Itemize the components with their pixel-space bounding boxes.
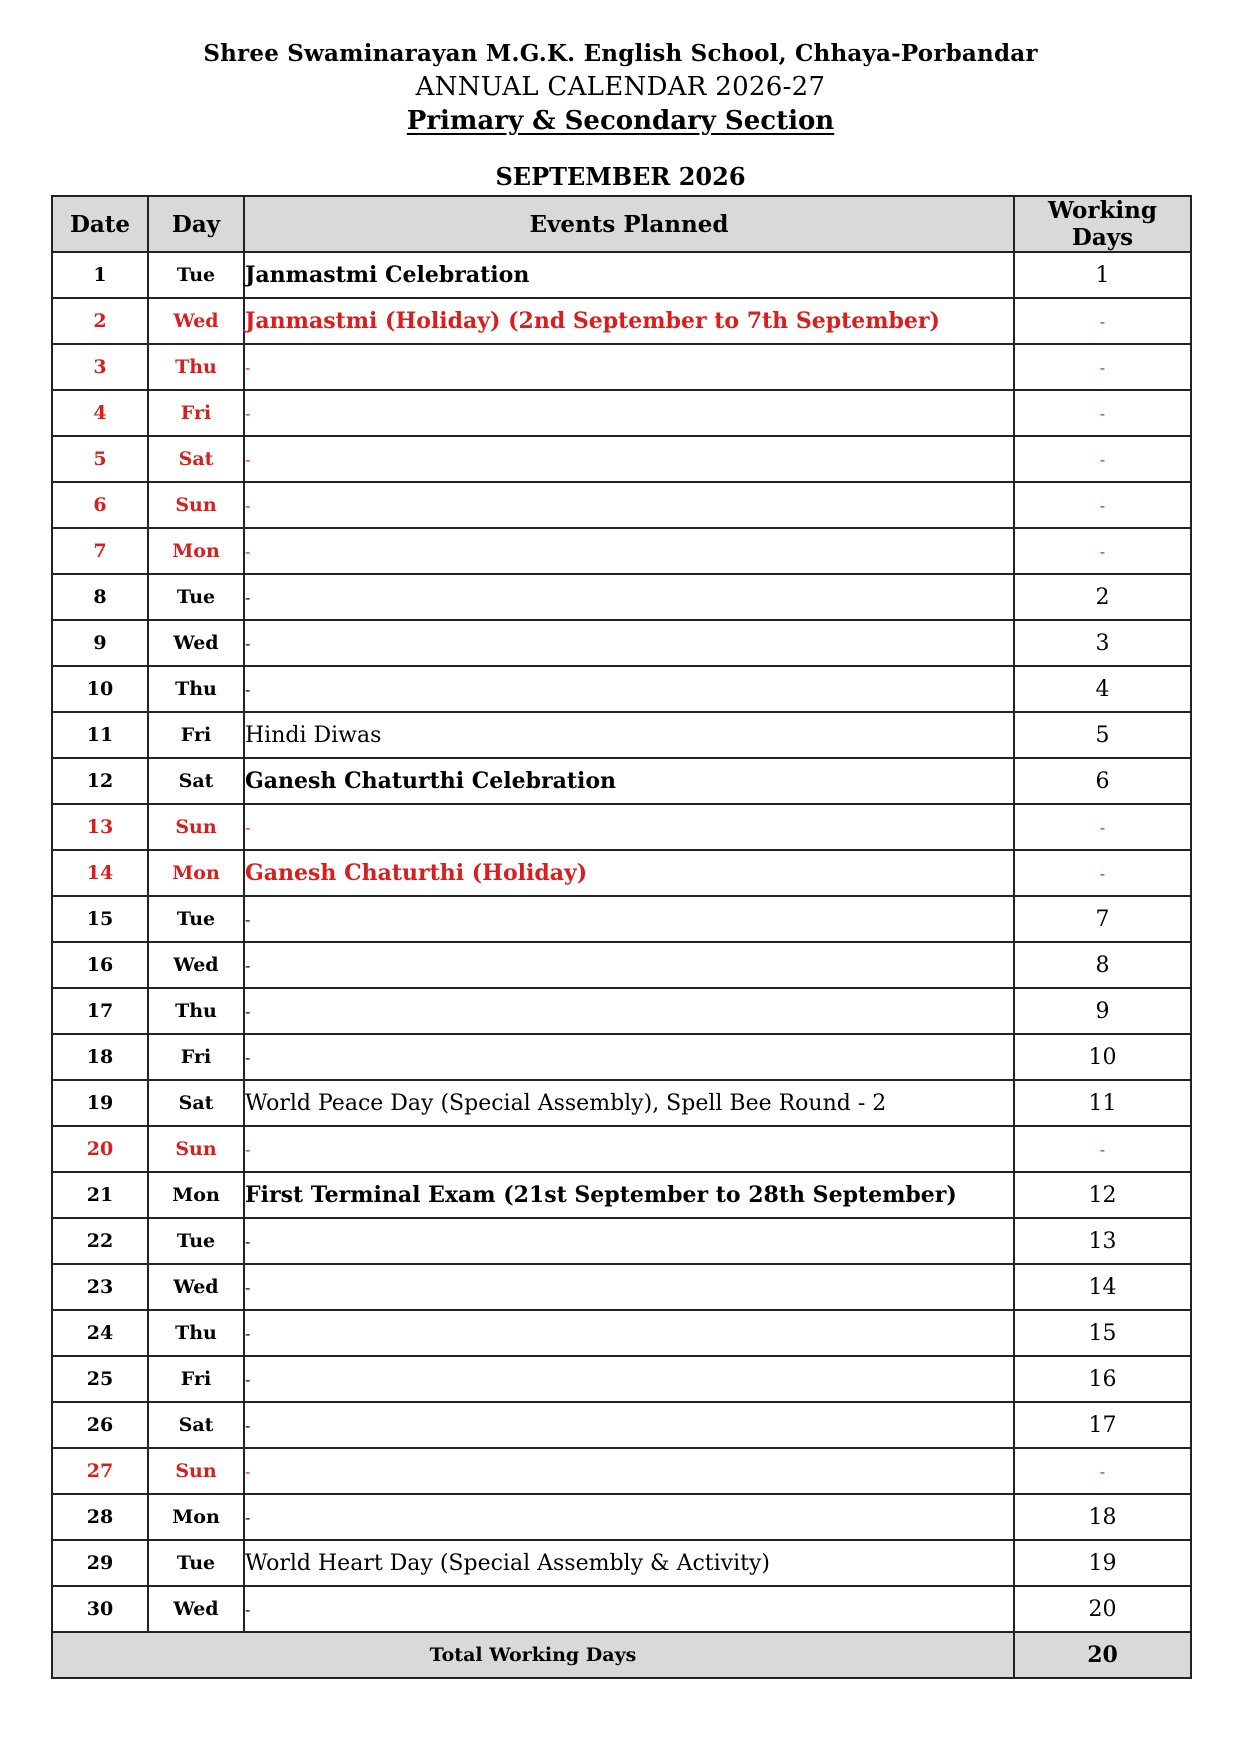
date-cell: 23 [52,1264,148,1310]
table-row [52,1172,1191,1218]
event-cell: - [244,574,1014,620]
working-days-cell: 11 [1014,1080,1191,1126]
day-cell: Wed [148,620,244,666]
event-cell: - [244,1586,1014,1632]
event-cell: - [244,390,1014,436]
header-date: Date [52,196,148,252]
table-row [52,666,1191,712]
day-cell: Wed [148,298,244,344]
header-events: Events Planned [244,196,1014,252]
date-cell: 24 [52,1310,148,1356]
total-row [52,1632,1191,1678]
table-row [52,436,1191,482]
event-cell: - [244,1448,1014,1494]
working-days-cell: 16 [1014,1356,1191,1402]
table-row [52,482,1191,528]
table-row [52,896,1191,942]
date-cell: 25 [52,1356,148,1402]
table-row [52,1264,1191,1310]
day-cell: Mon [148,1494,244,1540]
working-days-cell: 9 [1014,988,1191,1034]
working-days-cell: - [1014,804,1191,850]
date-cell: 9 [52,620,148,666]
table-row [52,1540,1191,1586]
date-cell: 26 [52,1402,148,1448]
event-cell: - [244,528,1014,574]
date-cell: 10 [52,666,148,712]
event-cell: - [244,1402,1014,1448]
event-cell: - [244,436,1014,482]
event-cell: - [244,804,1014,850]
table-row [52,252,1191,298]
working-days-cell: 5 [1014,712,1191,758]
day-cell: Fri [148,390,244,436]
day-cell: Thu [148,666,244,712]
table-row [52,1310,1191,1356]
event-cell: - [244,666,1014,712]
date-cell: 6 [52,482,148,528]
event-cell: - [244,988,1014,1034]
table-row [52,1356,1191,1402]
day-cell: Wed [148,942,244,988]
day-cell: Sun [148,1126,244,1172]
date-cell: 28 [52,1494,148,1540]
day-cell: Sat [148,1080,244,1126]
table-row [52,344,1191,390]
event-cell: - [244,620,1014,666]
day-cell: Wed [148,1586,244,1632]
table-row [52,988,1191,1034]
date-cell: 3 [52,344,148,390]
day-cell: Tue [148,896,244,942]
date-cell: 13 [52,804,148,850]
date-cell: 30 [52,1586,148,1632]
total-value: 20 [1014,1632,1191,1678]
day-cell: Sat [148,1402,244,1448]
section-title [0,106,1241,136]
date-cell: 4 [52,390,148,436]
working-days-cell: 4 [1014,666,1191,712]
table-row [52,1494,1191,1540]
table-row [52,1586,1191,1632]
event-cell: Janmastmi Celebration [244,252,1014,298]
day-cell: Thu [148,1310,244,1356]
day-cell: Mon [148,850,244,896]
day-cell: Tue [148,1540,244,1586]
table-row [52,1126,1191,1172]
working-days-cell: 7 [1014,896,1191,942]
working-days-cell: 17 [1014,1402,1191,1448]
date-cell: 21 [52,1172,148,1218]
table-row [52,1448,1191,1494]
day-cell: Mon [148,1172,244,1218]
day-cell: Mon [148,528,244,574]
date-cell: 19 [52,1080,148,1126]
header-day: Day [148,196,244,252]
event-cell: - [244,482,1014,528]
section-title-text: Primary & Secondary Section [406,106,835,136]
working-days-cell: - [1014,436,1191,482]
table-row [52,1034,1191,1080]
table-row [52,1080,1191,1126]
header-working-days: Working Days [1014,196,1191,252]
event-cell: Hindi Diwas [244,712,1014,758]
day-cell: Thu [148,988,244,1034]
table-row [52,528,1191,574]
event-cell: Janmastmi (Holiday) (2nd September to 7th September) [244,298,1014,344]
event-cell: World Peace Day (Special Assembly), Spell Bee Round - 2 [244,1080,1014,1126]
date-cell: 14 [52,850,148,896]
working-days-cell: - [1014,482,1191,528]
table-row [52,1402,1191,1448]
table-row [52,712,1191,758]
calendar-title: ANNUAL CALENDAR 2026-27 [415,72,826,102]
event-cell: - [244,1126,1014,1172]
event-cell: - [244,1310,1014,1356]
date-cell: 11 [52,712,148,758]
day-cell: Sun [148,804,244,850]
day-cell: Sun [148,1448,244,1494]
event-cell: World Heart Day (Special Assembly & Activity) [244,1540,1014,1586]
working-days-cell: - [1014,850,1191,896]
event-cell: - [244,1356,1014,1402]
table-row [52,574,1191,620]
date-cell: 16 [52,942,148,988]
table-row [52,390,1191,436]
working-days-cell: - [1014,528,1191,574]
day-cell: Wed [148,1264,244,1310]
calendar-table [51,195,1192,1679]
total-label: Total Working Days [52,1632,1014,1678]
event-cell: - [244,1034,1014,1080]
working-days-cell: 10 [1014,1034,1191,1080]
working-days-cell: - [1014,390,1191,436]
date-cell: 12 [52,758,148,804]
school-name: Shree Swaminarayan M.G.K. English School, Chhaya-Porbandar [203,40,1038,67]
day-cell: Sun [148,482,244,528]
day-cell: Tue [148,1218,244,1264]
working-days-cell: 19 [1014,1540,1191,1586]
date-cell: 17 [52,988,148,1034]
table-row [52,942,1191,988]
working-days-cell: - [1014,298,1191,344]
month-title: SEPTEMBER 2026 [495,162,746,191]
working-days-cell: 15 [1014,1310,1191,1356]
day-cell: Thu [148,344,244,390]
working-days-cell: 6 [1014,758,1191,804]
table-row [52,298,1191,344]
working-days-cell: - [1014,344,1191,390]
date-cell: 8 [52,574,148,620]
day-cell: Sat [148,758,244,804]
working-days-cell: 8 [1014,942,1191,988]
date-cell: 1 [52,252,148,298]
working-days-cell: 13 [1014,1218,1191,1264]
date-cell: 7 [52,528,148,574]
date-cell: 22 [52,1218,148,1264]
table-row [52,620,1191,666]
date-cell: 29 [52,1540,148,1586]
day-cell: Sat [148,436,244,482]
event-cell: Ganesh Chaturthi Celebration [244,758,1014,804]
day-cell: Fri [148,1034,244,1080]
working-days-cell: 14 [1014,1264,1191,1310]
table-row [52,1218,1191,1264]
event-cell: - [244,942,1014,988]
day-cell: Fri [148,712,244,758]
working-days-cell: 3 [1014,620,1191,666]
working-days-cell: 1 [1014,252,1191,298]
event-cell: - [244,1218,1014,1264]
day-cell: Tue [148,252,244,298]
date-cell: 15 [52,896,148,942]
working-days-cell: 20 [1014,1586,1191,1632]
calendar-body [52,252,1191,1632]
event-cell: - [244,1494,1014,1540]
table-row [52,804,1191,850]
event-cell: - [244,896,1014,942]
event-cell: First Terminal Exam (21st September to 28th September) [244,1172,1014,1218]
date-cell: 20 [52,1126,148,1172]
table-row [52,758,1191,804]
date-cell: 18 [52,1034,148,1080]
working-days-cell: - [1014,1448,1191,1494]
event-cell: Ganesh Chaturthi (Holiday) [244,850,1014,896]
date-cell: 5 [52,436,148,482]
table-header-row [52,196,1191,252]
event-cell: - [244,1264,1014,1310]
working-days-cell: 2 [1014,574,1191,620]
day-cell: Fri [148,1356,244,1402]
day-cell: Tue [148,574,244,620]
working-days-cell: - [1014,1126,1191,1172]
working-days-cell: 12 [1014,1172,1191,1218]
working-days-cell: 18 [1014,1494,1191,1540]
event-cell: - [244,344,1014,390]
table-row [52,850,1191,896]
date-cell: 2 [52,298,148,344]
date-cell: 27 [52,1448,148,1494]
